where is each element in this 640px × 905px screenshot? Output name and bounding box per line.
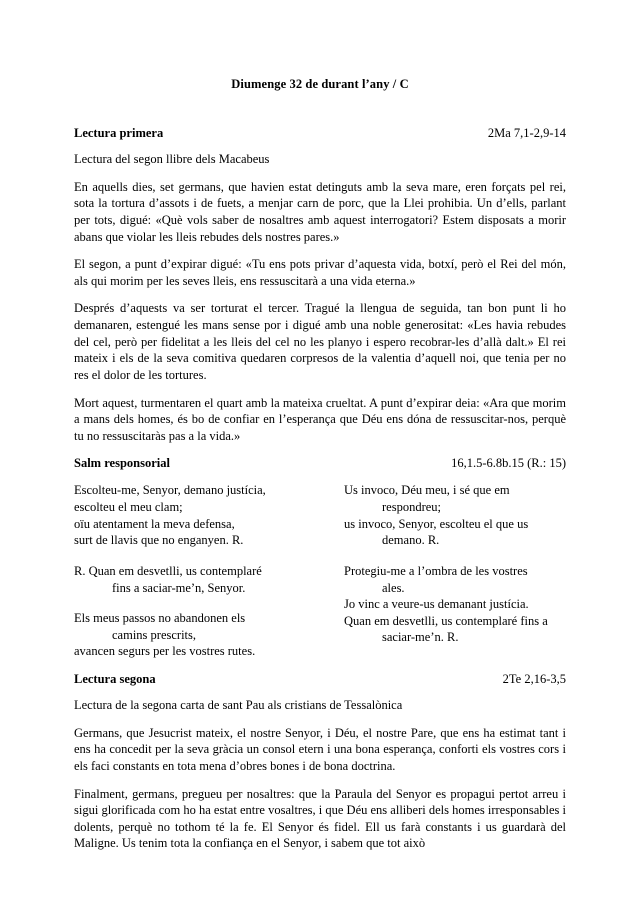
psalm-verse-line: demano. R. <box>382 533 440 548</box>
second-reading-paragraph: Germans, que Jesucrist mateix, el nostre Senyor, i Déu, el nostre Pare, que ens ha estimat tant i ens ha concedit per la seva gràcia un consol etern i una bona esperança, conforti els vostres cors i els faci constants en tota mena d’obres bones i de bona doctrina. <box>74 725 566 773</box>
first-reading-lead-in: Lectura del segon llibre dels Macabeus <box>74 152 270 166</box>
psalm-verse-line: avancen segurs per les vostres rutes. <box>74 644 256 659</box>
psalm-verse-line: camins prescrits, <box>112 627 197 642</box>
second-reading-reference: 2Te 2,16-3,5 <box>502 672 566 686</box>
psalm-right-column <box>344 482 566 660</box>
psalm-stanza <box>344 563 566 646</box>
psalm-verse-line: R. Quan em desvetlli, us contemplaré <box>74 563 262 578</box>
psalm-verse-line: Quan em desvetlli, us contemplaré fins a <box>344 613 548 628</box>
psalm-verse-line: us invoco, Senyor, escolteu el que us <box>344 516 529 531</box>
psalm-heading-row <box>74 456 566 471</box>
psalm-stanza <box>74 610 296 660</box>
psalm-stanza <box>74 563 296 596</box>
psalm-left-column <box>74 482 296 660</box>
second-reading-lead-in: Lectura de la segona carta de sant Pau als cristians de Tessalònica <box>74 698 403 712</box>
second-reading-paragraph: Finalment, germans, pregueu per nosaltres: que la Paraula del Senyor es propagui pertot arreu i sigui glorificada com ho ha estat entre vosaltres, i que Déu ens alliberi dels homes irresponsables i dolents, perquè no tothom té la fe. El Senyor és fidel. Ell us farà constants i us guardarà del Maligne. Us tenim tota la confiança en el Senyor, i sabem que tot això <box>74 786 566 851</box>
first-reading-reference: 2Ma 7,1-2,9-14 <box>487 126 566 140</box>
psalm-stanza <box>344 482 566 549</box>
psalm-verse-line: Protegiu-me a l’ombra de les vostres <box>344 563 528 578</box>
psalm-verse-line: Us invoco, Déu meu, i sé que em <box>344 483 510 498</box>
first-reading-paragraph: El segon, a punt d’expirar digué: «Tu ens pots privar d’aquesta vida, botxí, però el Rei del món, als qui morim per les seves lleis, ens ressuscitarà a una vida eterna.» <box>74 257 566 288</box>
psalm-verse-line: fins a saciar-me’n, Senyor. <box>112 580 246 595</box>
psalm-verse-line: escolteu el meu clam; <box>74 500 183 514</box>
first-reading-paragraph: En aquells dies, set germans, que havien estat detinguts amb la seva mare, eren forçats pel rei, sota la tortura d’assots i de fuets, a menjar carn de porc, que la Llei prohibia. Un d’ells, parlant per tots, digué: «Què vols saber de nosaltres amb aquest interrogatori? Estem disposats a morir abans que violar les lleis rebudes dels nostres pares.» <box>74 179 566 244</box>
psalm-columns <box>74 482 566 660</box>
first-reading-heading-row <box>74 126 566 141</box>
psalm-verse-line: respondreu; <box>382 500 442 514</box>
psalm-label: Salm responsorial <box>74 456 170 471</box>
psalm-verse-line: Els meus passos no abandonen els <box>74 611 246 626</box>
page-title: Diumenge 32 de durant l’any / C <box>231 77 409 91</box>
psalm-verse-line: ales. <box>382 580 405 595</box>
psalm-verse-line: surt de llavis que no enganyen. R. <box>74 533 244 548</box>
psalm-verse-line: saciar-me’n. R. <box>382 630 459 645</box>
first-reading-paragraph: Mort aquest, turmentaren el quart amb la mateixa crueltat. A punt d’expirar deia: «Ara que morim a mans dels homes, és bo de confiar en l’esperança que Déu ens dóna de ressuscitar-nos, perquè tu no ressuscitaràs pas a la vida.» <box>74 395 566 443</box>
psalm-verse-line: Escolteu-me, Senyor, demano justícia, <box>74 483 266 498</box>
psalm-reference: 16,1.5-6.8b.15 (R.: 15) <box>451 456 566 471</box>
psalm-stanza <box>74 482 296 549</box>
psalm-verse-line: Jo vinc a veure-us demanant justícia. <box>344 597 529 612</box>
second-reading-heading-row <box>74 672 566 687</box>
first-reading-label: Lectura primera <box>74 126 164 140</box>
psalm-verse-line: oïu atentament la meva defensa, <box>74 516 235 531</box>
first-reading-paragraph: Després d’aquests va ser torturat el tercer. Tragué la llengua de seguida, tan bon punt li ho demanaren, estengué les mans sense por i digué amb una noble generositat: «Les havia rebudes del cel, però per fidelitat a les lleis del cel no les planyo i espero recobrar-les d’allà dalt.» El rei mateix i els de la seva comitiva quedaren corpresos de la valentia d’aquell noi, que tenia per no res el dolor de les tortures. <box>74 301 566 382</box>
second-reading-label: Lectura segona <box>74 672 156 686</box>
